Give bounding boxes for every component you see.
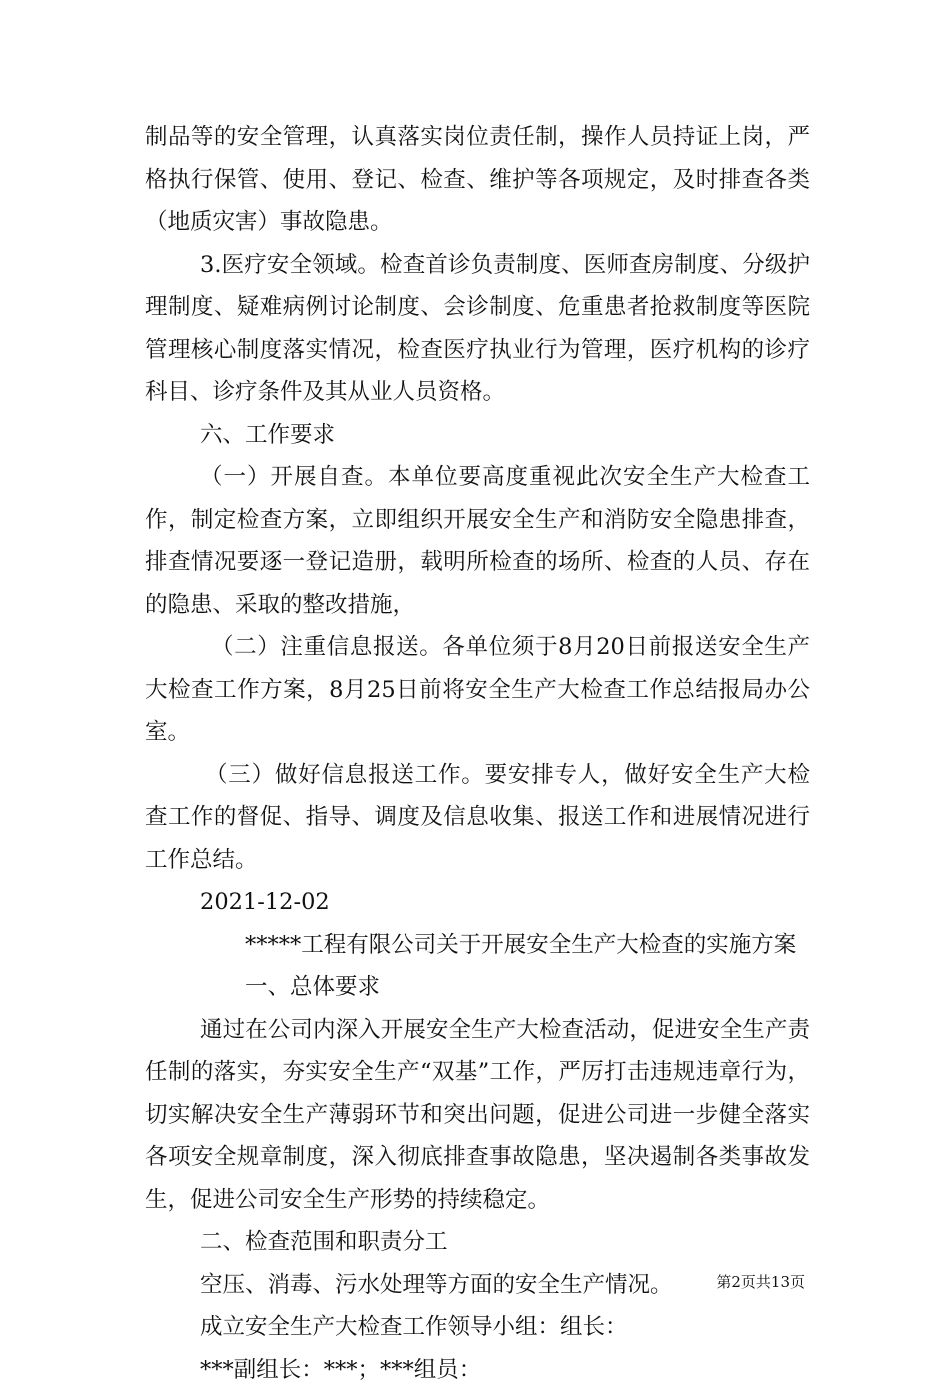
date-line: 2021-12-02 — [145, 881, 810, 924]
paragraph: 空压、消毒、污水处理等方面的安全生产情况。 — [145, 1264, 810, 1307]
paragraph: （三）做好信息报送工作。要安排专人，做好安全生产大检查工作的督促、指导、调度及信息收集、报送工作和进展情况进行工作总结。 — [145, 754, 810, 882]
paragraph: 制品等的安全管理，认真落实岗位责任制，操作人员持证上岗，严格执行保管、使用、登记、检查、维护等各项规定，及时排查各类（地质灾害）事故隐患。 — [145, 116, 810, 244]
section-heading: 二、检查范围和职责分工 — [145, 1221, 810, 1264]
paragraph: 成立安全生产大检查工作领导小组：组长： — [145, 1306, 810, 1349]
document-body — [145, 116, 810, 1391]
paragraph: 3.医疗安全领域。检查首诊负责制度、医师查房制度、分级护理制度、疑难病例讨论制度、会诊制度、危重患者抢救制度等医院管理核心制度落实情况，检查医疗执业行为管理，医疗机构的诊疗科目、诊疗条件及其从业人员资格。 — [145, 244, 810, 414]
paragraph: （二）注重信息报送。各单位须于8月20日前报送安全生产大检查工作方案，8月25日前将安全生产大检查工作总结报局办公室。 — [145, 626, 810, 754]
page-number: 第2页共13页 — [716, 1271, 805, 1292]
paragraph: ***副组长：***；***组员： — [145, 1349, 810, 1391]
section-heading: 六、工作要求 — [145, 414, 810, 457]
document-title: *****工程有限公司关于开展安全生产大检查的实施方案 — [145, 924, 810, 967]
paragraph: 通过在公司内深入开展安全生产大检查活动，促进安全生产责任制的落实，夯实安全生产“双基”工作，严厉打击违规违章行为，切实解决安全生产薄弱环节和突出问题，促进公司进一步健全落实各项安全规章制度，深入彻底排查事故隐患，坚决遏制各类事故发生，促进公司安全生产形势的持续稳定。 — [145, 1009, 810, 1222]
paragraph: （一）开展自查。本单位要高度重视此次安全生产大检查工作，制定检查方案，立即组织开展安全生产和消防安全隐患排查，排查情况要逐一登记造册，载明所检查的场所、检查的人员、存在的隐患、采取的整改措施， — [145, 456, 810, 626]
section-heading: 一、总体要求 — [145, 966, 810, 1009]
